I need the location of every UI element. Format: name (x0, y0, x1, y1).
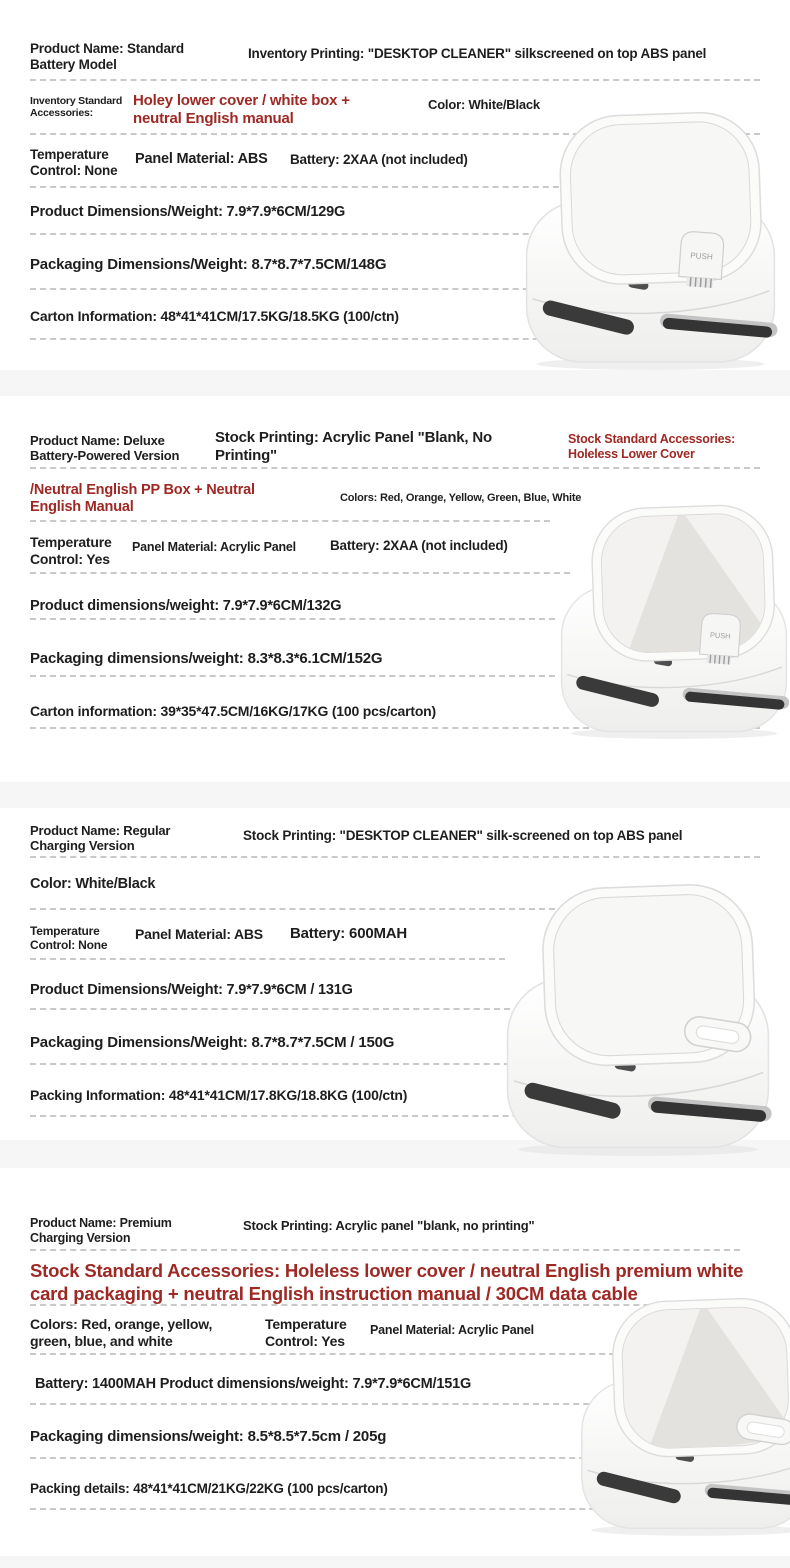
printing-info: Inventory Printing: "DESKTOP CLEANER" silkscreened on top ABS panel (248, 46, 707, 61)
temperature-info: Temperature Control: None (30, 924, 108, 953)
battery-info: Battery: 2XAA (not included) (290, 152, 468, 167)
packaging-dimensions: Packaging Dimensions/Weight: 8.7*8.7*7.5CM / 150G (30, 1034, 395, 1051)
temperature-info: Temperature Control: Yes (30, 534, 112, 567)
product-name: Product Name: Premium Charging Version (30, 1216, 172, 1245)
printing-info: Stock Printing: "DESKTOP CLEANER" silk-screened on top ABS panel (243, 828, 683, 843)
dashed-divider (30, 79, 760, 81)
packaging-dimensions: Packaging dimensions/weight: 8.5*8.5*7.5cm / 205g (30, 1428, 387, 1445)
section-deluxe-battery-version (0, 396, 790, 782)
product-dimensions: Product Dimensions/Weight: 7.9*7.9*6CM / 131G (30, 982, 353, 998)
colors-info: Colors: Red, Orange, Yellow, Green, Blue, White (340, 492, 582, 504)
separator-band (0, 370, 790, 396)
product-dimensions: Product dimensions/weight: 7.9*7.9*6CM/132G (30, 598, 342, 614)
product-image (565, 1294, 790, 1538)
carton-info: Packing details: 48*41*41CM/21KG/22KG (100 pcs/carton) (30, 1481, 388, 1496)
colors-info: Colors: Red, orange, yellow, green, blue, and white (30, 1316, 213, 1349)
dashed-divider (30, 958, 505, 960)
product-image (545, 501, 790, 741)
color-info: Color: White/Black (30, 876, 156, 892)
section-regular-charging-version (0, 808, 790, 1140)
dashed-divider (30, 1008, 510, 1010)
accessories-value: /Neutral English PP Box + Neutral English Manual (30, 482, 255, 516)
panel-material: Panel Material: ABS (135, 151, 268, 167)
dashed-divider (30, 675, 555, 677)
printing-info: Stock Printing: Acrylic panel "blank, no printing" (243, 1218, 535, 1233)
temperature-info: Temperature Control: None (30, 147, 118, 178)
carton-info: Carton information: 39*35*47.5CM/16KG/17KG (100 pcs/carton) (30, 703, 436, 719)
battery-info: Battery: 600MAH (290, 925, 408, 942)
dashed-divider (30, 467, 760, 469)
dashed-divider (30, 618, 555, 620)
dashed-divider (30, 520, 550, 522)
dashed-divider (30, 1249, 740, 1251)
accessories-right: Stock Standard Accessories: Holeless Lower Cover (568, 432, 736, 461)
printing-info: Stock Printing: Acrylic Panel "Blank, No Printing" (215, 429, 492, 464)
product-name: Product Name: Regular Charging Version (30, 823, 171, 854)
panel-material: Panel Material: ABS (135, 926, 263, 942)
battery-info: Battery: 2XAA (not included) (330, 538, 508, 553)
dashed-divider (30, 856, 760, 858)
dashed-divider (30, 1063, 530, 1065)
section-premium-charging-version (0, 1168, 790, 1556)
carton-info: Packing Information: 48*41*41CM/17.8KG/18.8KG (100/ctn) (30, 1087, 408, 1103)
battery-and-product-dimensions: Battery: 1400MAH Product dimensions/weight: 7.9*7.9*6CM/151G (35, 1376, 472, 1392)
footer-bar (0, 1556, 790, 1568)
accessories-value: Stock Standard Accessories: Holeless lower cover / neutral English premium white card packaging + neutral English instruction manual / 30CM data cable (30, 1260, 744, 1304)
dashed-divider (30, 572, 570, 574)
packaging-dimensions: Packaging Dimensions/Weight: 8.7*8.7*7.5CM/148G (30, 256, 387, 273)
accessories-label: Inventory Standard Accessories: (30, 95, 123, 120)
carton-info: Carton Information: 48*41*41CM/17.5KG/18.5KG (100/ctn) (30, 308, 399, 324)
dashed-divider (30, 908, 555, 910)
packaging-dimensions: Packaging dimensions/weight: 8.3*8.3*6.1CM/152G (30, 650, 383, 667)
product-image (508, 108, 790, 372)
separator-band (0, 782, 790, 808)
product-name: Product Name: Standard Battery Model (30, 41, 184, 72)
product-name: Product Name: Deluxe Battery-Powered Version (30, 433, 180, 464)
panel-material: Panel Material: Acrylic Panel (132, 540, 296, 554)
section-standard-battery-model (0, 0, 790, 370)
color-info: Color: White/Black (428, 97, 540, 112)
panel-material: Panel Material: Acrylic Panel (370, 1323, 534, 1337)
temperature-info: Temperature Control: Yes (265, 1316, 347, 1349)
product-dimensions: Product Dimensions/Weight: 7.9*7.9*6CM/129G (30, 204, 346, 220)
product-image (488, 880, 788, 1158)
accessories-value: Holey lower cover / white box + neutral English manual (133, 92, 350, 127)
